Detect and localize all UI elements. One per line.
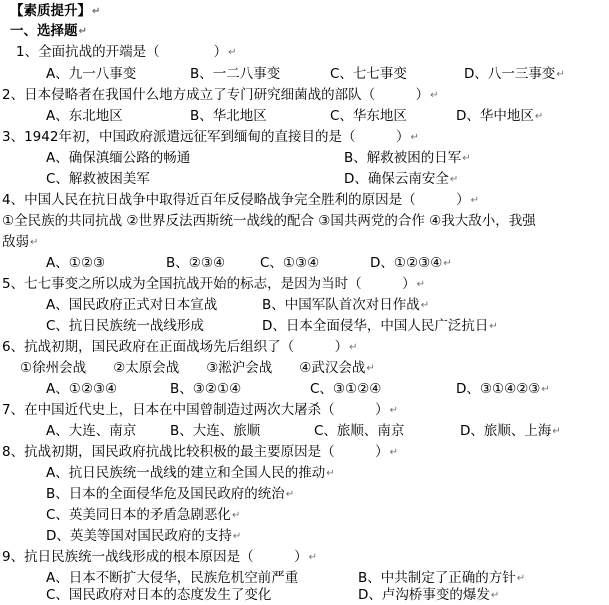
question-3-option-c: C、解救被困美军 bbox=[46, 171, 150, 187]
question-6-option-d: D、③①④②③↵ bbox=[456, 381, 550, 397]
question-8-stem: 8、抗战初期，国民政府抗战比较积极的最主要原因是（ ）↵ bbox=[2, 444, 398, 460]
question-4-option-a: A、①②③ bbox=[46, 255, 106, 271]
question-1-option-d: D、八一三事变↵ bbox=[464, 66, 565, 82]
question-9-option-a: A、日本不断扩大侵华，民族危机空前严重 bbox=[46, 570, 299, 586]
question-8-option-c: C、英美同日本的矛盾急剧恶化↵ bbox=[46, 507, 241, 523]
question-5-option-d: D、日本全面侵华，中国人民广泛抗日↵ bbox=[262, 318, 498, 334]
question-9-stem: 9、抗日民族统一战线形成的根本原因是（ ）↵ bbox=[2, 549, 317, 565]
question-3-option-d: D、确保云南安全↵ bbox=[344, 171, 459, 187]
question-4-option-c: C、①③④ bbox=[260, 255, 320, 271]
question-3-stem: 3、1942年初，中国政府派遣远征军到缅甸的直接目的是（ ）↵ bbox=[2, 129, 419, 145]
question-5-option-c: C、抗日民族统一战线形成 bbox=[46, 318, 204, 334]
question-5-stem: 5、七七事变之所以成为全国抗战开始的标志，是因为当时（ ）↵ bbox=[2, 276, 425, 292]
question-7-option-a: A、大连、南京 bbox=[46, 423, 137, 439]
question-4-option-b: B、②③④ bbox=[166, 255, 226, 271]
question-2-option-b: B、华北地区 bbox=[190, 108, 267, 124]
question-9-option-b: B、中共制定了正确的方针↵ bbox=[358, 570, 526, 586]
question-8-option-b: B、日本的全面侵华危及国民政府的统治↵ bbox=[46, 486, 295, 502]
question-6-option-a: A、①②③④ bbox=[46, 381, 118, 397]
question-5-option-b: B、中国军队首次对日作战↵ bbox=[262, 297, 430, 313]
section-title: 一、选择题↵ bbox=[10, 23, 87, 39]
question-4-statements: ①全民族的共同抗战 ②世界反法西斯统一战线的配合 ③国共两党的合作 ④我大敌小，我强 bbox=[2, 213, 536, 229]
question-6-option-b: B、③②①④ bbox=[170, 381, 242, 397]
question-8-option-a: A、抗日民族统一战线的建立和全国人民的推动↵ bbox=[46, 465, 335, 481]
question-7-option-d: D、旅顺、上海↵ bbox=[460, 423, 561, 439]
question-2-option-c: C、华东地区 bbox=[330, 108, 407, 124]
question-5-option-a: A、国民政府正式对日本宣战 bbox=[46, 297, 218, 313]
question-6-stem: 6、抗战初期，国民政府在正面战场先后组织了（ ）↵ bbox=[2, 339, 358, 355]
question-4-stem: 4、中国人民在抗日战争中取得近百年反侵略战争完全胜利的原因是（ ）↵ bbox=[2, 192, 479, 208]
question-2-option-d: D、华中地区↵ bbox=[456, 108, 544, 124]
question-1-option-a: A、九一八事变 bbox=[46, 66, 137, 82]
question-3-option-b: B、解救被困的日军↵ bbox=[344, 150, 471, 166]
question-1-option-c: C、七七事变 bbox=[330, 66, 407, 82]
question-9-option-d: D、卢沟桥事变的爆发↵ bbox=[358, 587, 500, 603]
question-7-stem: 7、在中国近代史上，日本在中国曾制造过两次大屠杀（ ）↵ bbox=[2, 402, 398, 418]
question-6-battles: ①徐州会战 ②太原会战 ③淞沪会战 ④武汉会战↵ bbox=[20, 360, 375, 376]
question-1-stem: 1、全面抗战的开端是（ ）↵ bbox=[16, 44, 237, 60]
question-4-statements-cont: 敌弱↵ bbox=[2, 234, 39, 250]
question-3-option-a: A、确保滇缅公路的畅通 bbox=[46, 150, 191, 166]
header-title: 【素质提升】↵ bbox=[10, 3, 101, 19]
question-4-option-d: D、①②③④↵ bbox=[370, 255, 452, 271]
question-7-option-b: B、大连、旅顺 bbox=[170, 423, 261, 439]
question-7-option-c: C、旅顺、南京 bbox=[314, 423, 405, 439]
question-2-option-a: A、东北地区 bbox=[46, 108, 123, 124]
question-8-option-d: D、英美等国对国民政府的支持↵ bbox=[46, 528, 242, 544]
question-9-option-c: C、国民政府对日本的态度发生了变化 bbox=[46, 587, 272, 603]
question-2-stem: 2、日本侵略者在我国什么地方成立了专门研究细菌战的部队（ ）↵ bbox=[2, 87, 439, 103]
question-1-option-b: B、一二八事变 bbox=[190, 66, 281, 82]
question-6-option-c: C、③①②④ bbox=[310, 381, 382, 397]
